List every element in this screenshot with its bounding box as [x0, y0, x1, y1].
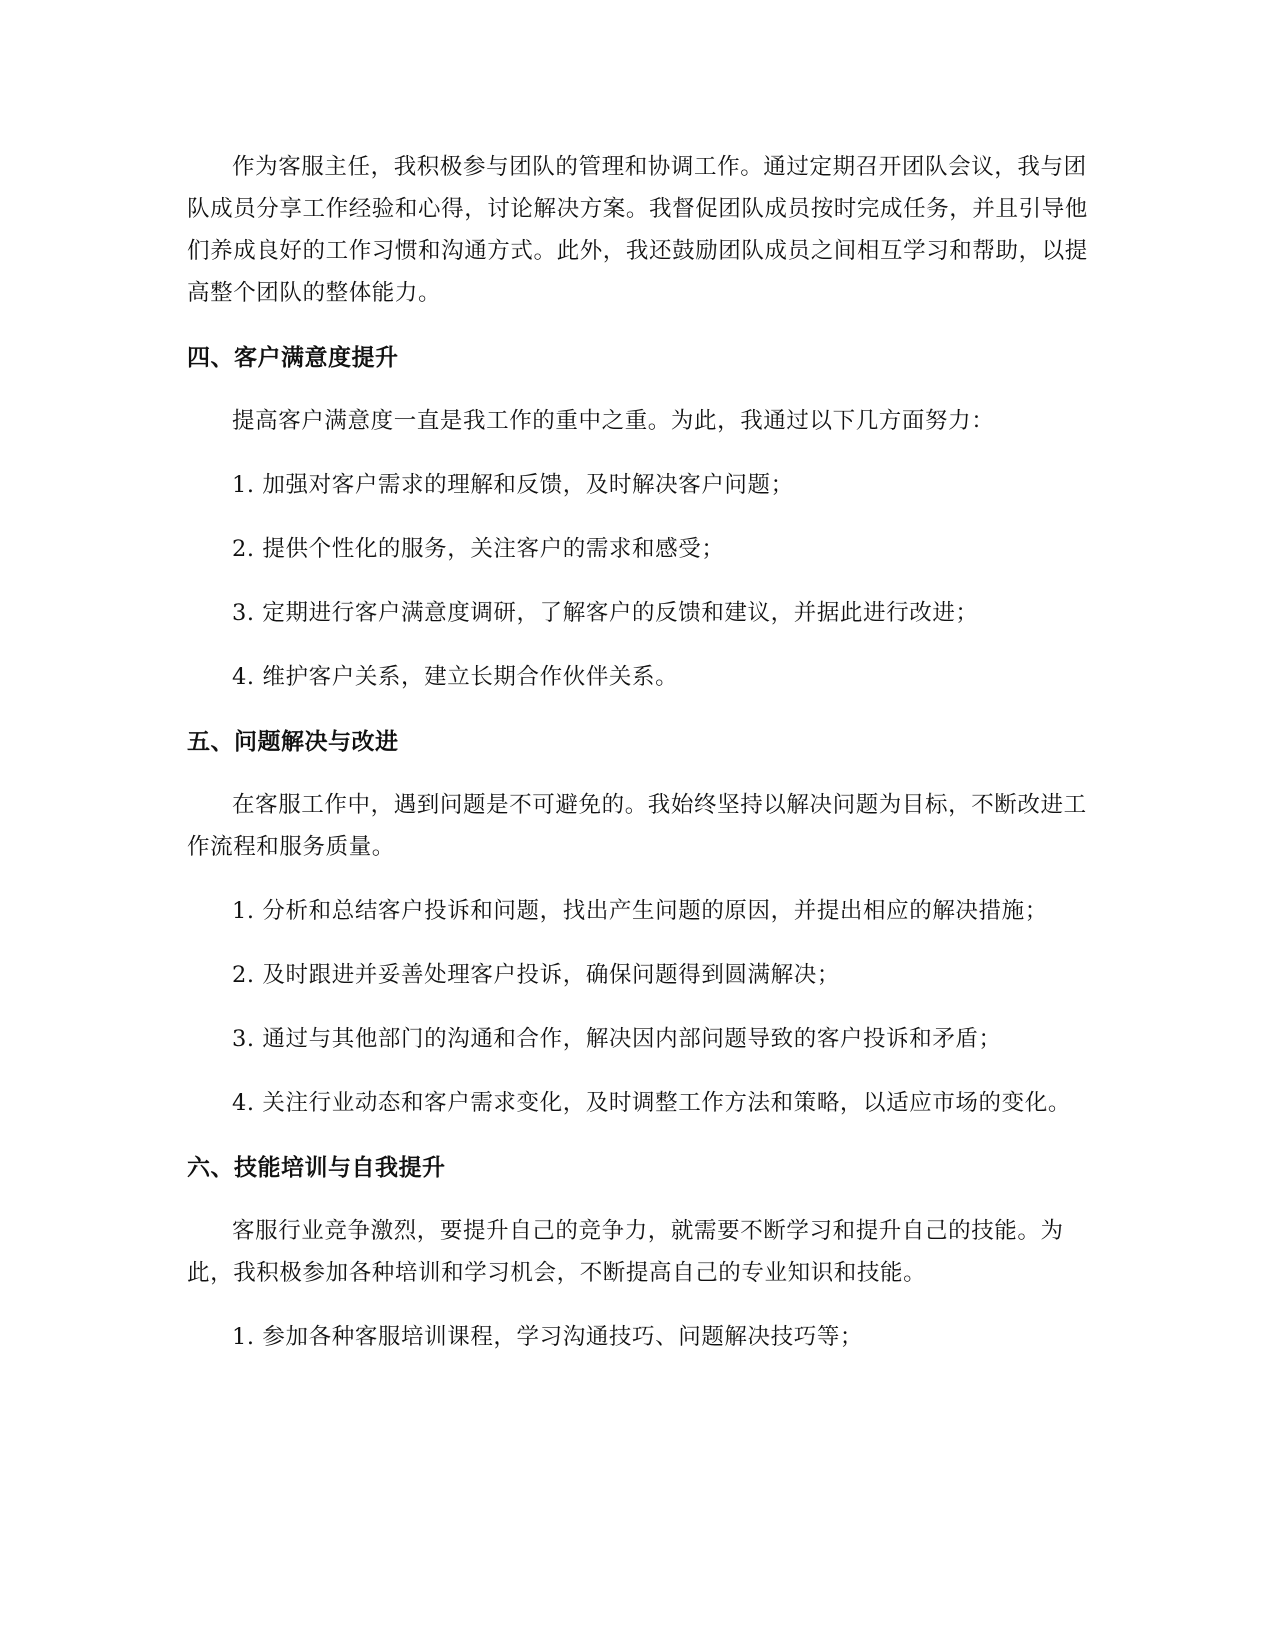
list-item: 4. 关注行业动态和客户需求变化，及时调整工作方法和策略，以适应市场的变化。 — [232, 1090, 1071, 1116]
list-item: 1. 分析和总结客户投诉和问题，找出产生问题的原因，并提出相应的解决措施； — [232, 898, 1048, 924]
section-intro-paragraph: 客服行业竞争激烈，要提升自己的竞争力，就需要不断学习和提升自己的技能。为此，我积极参加各种培训和学习机会，不断提高自己的专业知识和技能。 — [187, 1218, 1064, 1286]
list-item: 3. 定期进行客户满意度调研，了解客户的反馈和建议，并据此进行改进； — [232, 600, 979, 626]
section-heading-skill-training: 六、技能培训与自我提升 — [187, 1155, 446, 1181]
list-item: 3. 通过与其他部门的沟通和合作，解决因内部问题导致的客户投诉和矛盾； — [232, 1026, 1002, 1052]
list-item: 4. 维护客户关系，建立长期合作伙伴关系。 — [232, 664, 679, 690]
list-item: 1. 加强对客户需求的理解和反馈，及时解决客户问题； — [232, 472, 794, 498]
section-intro-paragraph: 提高客户满意度一直是我工作的重中之重。为此，我通过以下几方面努力： — [232, 408, 995, 434]
section-heading-problem-solving: 五、问题解决与改进 — [187, 729, 399, 755]
section-heading-customer-satisfaction: 四、客户满意度提升 — [187, 345, 399, 371]
list-item: 1. 参加各种客服培训课程，学习沟通技巧、问题解决技巧等； — [232, 1324, 864, 1350]
team-management-paragraph: 作为客服主任，我积极参与团队的管理和协调工作。通过定期召开团队会议，我与团队成员分享工作经验和心得，讨论解决方案。我督促团队成员按时完成任务，并且引导他们养成良好的工作习惯和沟通方式。此外，我还鼓励团队成员之间相互学习和帮助，以提高整个团队的整体能力。 — [187, 154, 1088, 306]
document-body — [187, 146, 1091, 1358]
list-item: 2. 提供个性化的服务，关注客户的需求和感受； — [232, 536, 725, 562]
section-intro-paragraph: 在客服工作中，遇到问题是不可避免的。我始终坚持以解决问题为目标，不断改进工作流程和服务质量。 — [187, 792, 1087, 860]
list-item: 2. 及时跟进并妥善处理客户投诉，确保问题得到圆满解决； — [232, 962, 840, 988]
